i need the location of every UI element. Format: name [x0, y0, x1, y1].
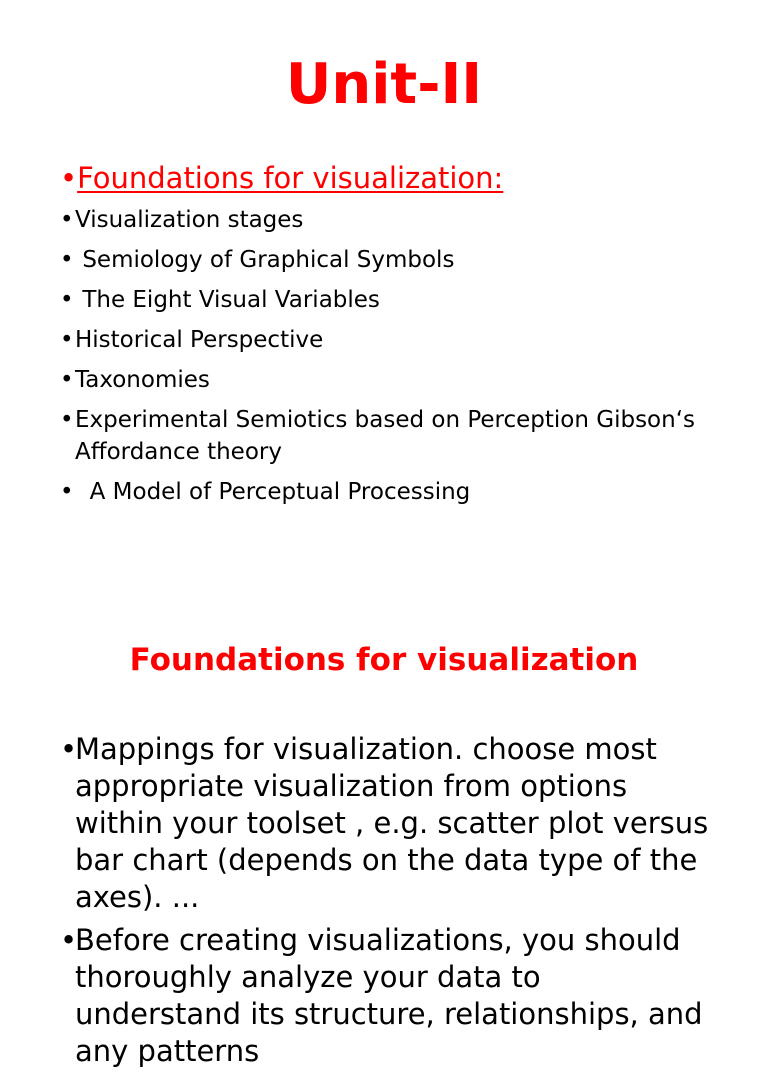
section-heading: [60, 158, 503, 198]
section-heading-text: Foundations for visualization:: [77, 161, 504, 195]
slide-title: Unit-II: [285, 52, 483, 117]
list-item: • Semiology of Graphical Symbols: [60, 244, 740, 276]
list-item: • Before creating visualizations, you should thoroughly analyze your data to understand its structure, relationships, and any patterns: [60, 923, 703, 1068]
bullet: •: [60, 367, 74, 393]
point-list: [60, 731, 710, 1076]
topic-list: [60, 204, 740, 516]
bullet: •: [60, 732, 78, 766]
slide-foundations: [0, 560, 768, 1068]
bullet: •: [60, 161, 78, 195]
bullet: •: [60, 207, 74, 233]
bullet: •: [60, 327, 74, 353]
bullet: •: [60, 247, 74, 273]
list-item: • A Model of Perceptual Processing: [60, 476, 740, 508]
list-item: • Visualization stages: [60, 204, 740, 236]
bullet: •: [60, 407, 74, 433]
bullet: •: [60, 923, 78, 957]
list-item: • Taxonomies: [60, 364, 740, 396]
list-item: • Mappings for visualization. choose most appropriate visualization from options within your toolset , e.g. scatter plot versus bar chart (depends on the data type of the axes). ...: [60, 732, 709, 914]
list-item: • The Eight Visual Variables: [60, 284, 740, 316]
bullet: •: [60, 479, 74, 505]
bullet: •: [60, 287, 74, 313]
slide-title: Foundations for visualization: [129, 642, 639, 678]
list-item: • Experimental Semiotics based on Perception Gibson‘s Affordance theory: [60, 404, 740, 468]
list-item: • Historical Perspective: [60, 324, 740, 356]
